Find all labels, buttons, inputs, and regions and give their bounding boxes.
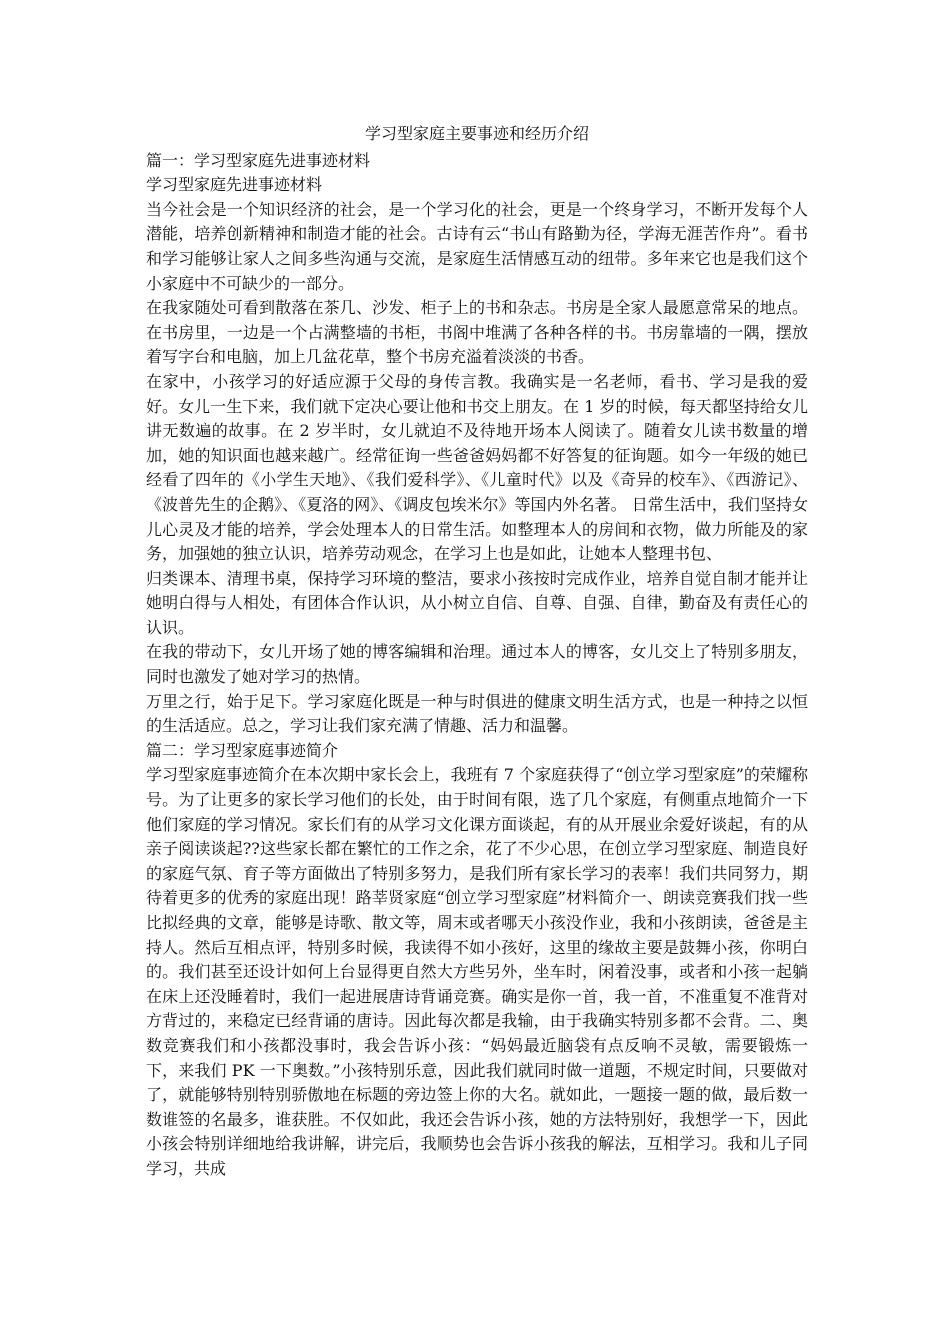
paragraph: 归类课本、清理书桌，保持学习环境的整洁，要求小孩按时完成作业，培养自觉自制才能并让她明白得与人相处，有团体合作认识，从小树立自信、自尊、自强、自律，勤奋及有责任心的认识。 [146,568,808,637]
paragraph: 在我家随处可看到散落在茶几、沙发、柜子上的书和杂志。书房是全家人最愿意常呆的地点。在书房里，一边是一个占满整墙的书柜，书阁中堆满了各种各样的书。书房靠墙的一隅，摆放着写字台和电脑，加上几盆花草，整个书房充溢着淡淡的书香。 [146,298,808,367]
paragraph: 万里之行，始于足下。学习家庭化既是一种与时俱进的健康文明生活方式，也是一种持之以恒的生活适应。总之，学习让我们家充满了情趣、活力和温馨。 [146,691,808,736]
document-title: 学习型家庭主要事迹和经历介绍 [364,124,589,143]
section-heading-1: 篇一：学习型家庭先进事迹材料 [146,150,371,170]
section-heading-2: 篇二：学习型家庭事迹简介 [146,740,339,760]
document-page [146,122,808,1182]
paragraph: 学习型家庭事迹简介在本次期中家长会上，我班有 7 个家庭获得了“创立学习型家庭”的荣耀称号。为了让更多的家长学习他们的长处，由于时间有限，选了几个家庭，有侧重点地简介一下他们家庭的学习情况。家长们有的从学习文化课方面谈起，有的从开展业余爱好谈起，有的从亲子阅读谈起??这些家长都在繁忙的工作之余，花了不少心思，在创立学习型家庭、制造良好的家庭气氛、育子等方面做出了特别多努力，是我们所有家长学习的表率！我们共同努力，期待着更多的优秀的家庭出现！路莘贤家庭“创立学习型家庭”材料简介一、朗读竞赛我们找一些比拟经典的文章，能够是诗歌、散文等，周末或者哪天小孩没作业，我和小孩朗读，爸爸是主持人。然后互相点评，特别多时候，我读得不如小孩好，这里的缘故主要是鼓舞小孩，你明白的。我们甚至还设计如何上台显得更自然大方些另外，坐车时，闲着没事，或者和小孩一起躺在床上还没睡着时，我们一起进展唐诗背诵竞赛。确实是你一首，我一首，不准重复不准背对方背过的，来稳定已经背诵的唐诗。因此每次都是我输，由于我确实特别多都不会背。二、奥数竞赛我们和小孩都没事时，我会告诉小孩：“妈妈最近脑袋有点反响不灵敏，需要锻炼一下，来我们 PK 一下奥数。”小孩特别乐意，因此我们就同时做一道题，不规定时间，只要做对了，就能够特别特别骄傲地在标题的旁边签上你的大名。就如此，一题接一题的做，最后数一数谁签的名最多，谁获胜。不仅如此，我还会告诉小孩，她的方法特别好，我想学一下，因此小孩会特别详细地给我讲解，讲完后，我顺势也会告诉小孩我的解法，互相学习。我和儿子同学习，共成 [146,765,808,1178]
paragraph: 在我的带动下，女儿开场了她的博客编辑和治理。通过本人的博客，女儿交上了特别多朋友，同时也激发了她对学习的热情。 [146,642,808,687]
subheading: 学习型家庭先进事迹材料 [146,175,323,195]
paragraph: 当今社会是一个知识经济的社会，是一个学习化的社会，更是一个终身学习，不断开发每个人潜能，培养创新精神和制造才能的社会。古诗有云“书山有路勤为径，学海无涯苦作舟”。看书和学习能够让家人之间多些沟通与交流，是家庭生活情感互动的纽带。多年来它也是我们这个小家庭中不可缺少的一部分。 [146,199,808,293]
paragraph: 在家中，小孩学习的好适应源于父母的身传言教。我确实是一名老师，看书、学习是我的爱好。女儿一生下来，我们就下定决心要让他和书交上朋友。在 1 岁的时候，每天都坚持给女儿讲无数遍的故事。在 2 岁半时，女儿就迫不及待地开场本人阅读了。随着女儿读书数量的增加，她的知识面也越来越广。经常征询一些爸爸妈妈都不好答复的征询题。如今一年级的她已经看了四年的《小学生天地》、《我们爱科学》、《儿童时代》以及《奇异的校车》、《西游记》、《波普先生的企鹅》、《夏洛的网》、《调皮包埃米尔》等国内外名著。 日常生活中，我们坚持女儿心灵及才能的培养，学会处理本人的日常生活。如整理本人的房间和衣物，做力所能及的家务，加强她的独立认识，培养劳动观念，在学习上也是如此，让她本人整理书包、 [146,371,808,564]
